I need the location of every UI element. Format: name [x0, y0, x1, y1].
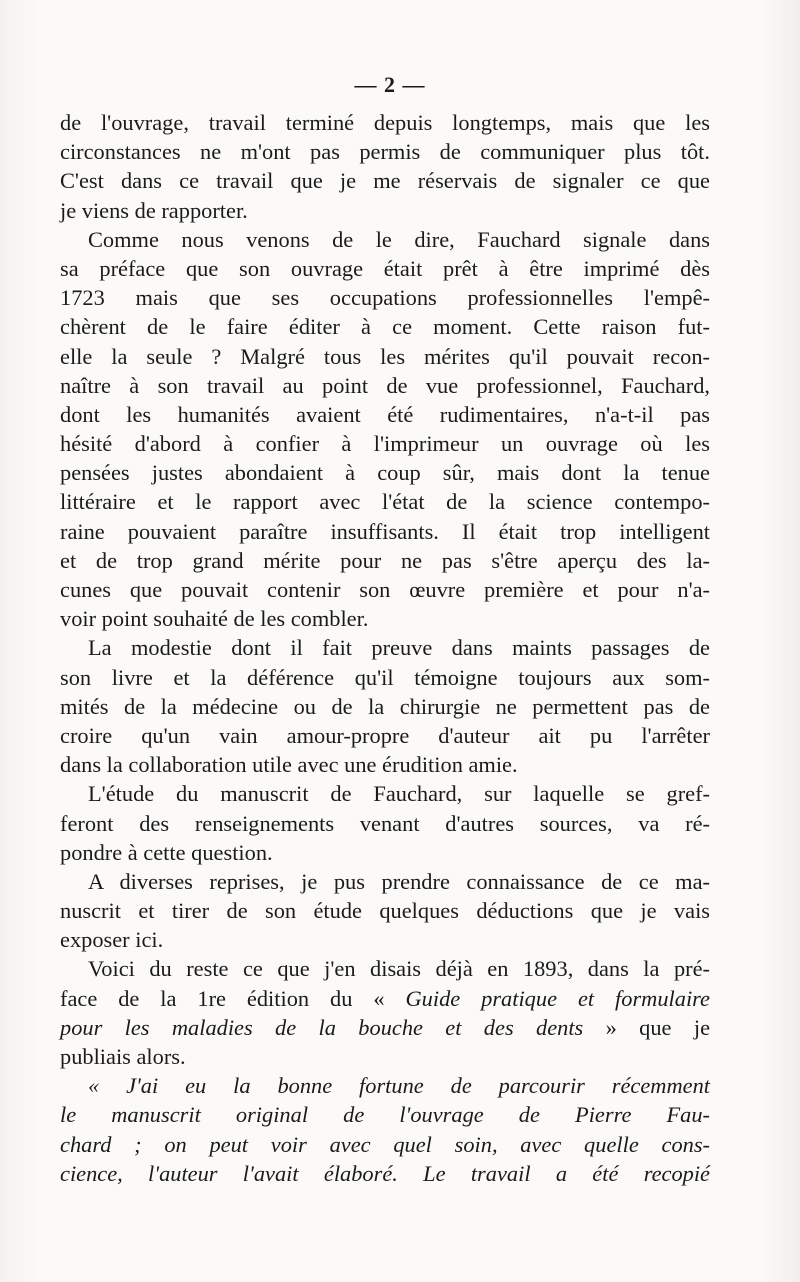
- text-line: Voici du reste ce que j'en disais déjà en 1893, dans la pré-: [88, 956, 710, 982]
- text-line: cience, l'auteur l'avait élaboré. Le travail a été recopié: [60, 1160, 710, 1186]
- text-line: feront des renseignements venant d'autres sources, va ré-: [60, 810, 710, 836]
- text-line: exposer ici.: [60, 927, 164, 953]
- text-line: croire qu'un vain amour-propre d'auteur ait pu l'arrêter: [60, 722, 710, 748]
- text-line: elle la seule ? Malgré tous les mérites qu'il pouvait recon-: [60, 343, 710, 369]
- text-line: pondre à cette question.: [60, 839, 273, 865]
- text-line: littéraire et le rapport avec l'état de la science contempo-: [60, 489, 710, 515]
- text-line: dont les humanités avaient été rudimentaires, n'a-t-il pas: [60, 401, 710, 427]
- text-line: « J'ai eu la bonne fortune de parcourir récemment: [88, 1073, 710, 1099]
- text-line: hésité d'abord à confier à l'imprimeur un ouvrage où les: [60, 431, 710, 457]
- text-line: et de trop grand mérite pour ne pas s'être aperçu des la-: [60, 547, 710, 573]
- text-line: de l'ouvrage, travail terminé depuis longtemps, mais que les: [60, 110, 710, 135]
- text-line: Comme nous venons de le dire, Fauchard signale dans: [88, 226, 710, 252]
- text-line: son livre et la déférence qu'il témoigne toujours aux som-: [60, 664, 710, 690]
- text-line: C'est dans ce travail que je me réservais de signaler ce que: [60, 168, 710, 194]
- text-line: dans la collaboration utile avec une érudition amie.: [60, 752, 518, 778]
- text-line: pensées justes abondaient à coup sûr, mais dont la tenue: [60, 460, 710, 486]
- page-number: — 2 —: [354, 72, 426, 97]
- text-line: le manuscrit original de l'ouvrage de Pierre Fau-: [60, 1102, 710, 1128]
- text-line: nuscrit et tirer de son étude quelques déductions que je vais: [60, 898, 710, 924]
- text-line: La modestie dont il fait preuve dans maints passages de: [88, 635, 710, 661]
- text-line: publiais alors.: [60, 1044, 186, 1069]
- text-line: pour les maladies de la bouche et des dents » que je: [60, 1014, 711, 1040]
- text-line: face de la 1re édition du « Guide pratique et formulaire: [60, 985, 710, 1011]
- text-line: chèrent de le faire éditer à ce moment. Cette raison fut-: [60, 314, 710, 340]
- body-text: [60, 108, 710, 1188]
- text-line: cunes que pouvait contenir son œuvre première et pour n'a-: [60, 577, 710, 602]
- text-line: sa préface que son ouvrage était prêt à être imprimé dès: [60, 255, 710, 281]
- text-line: circonstances ne m'ont pas permis de communiquer plus tôt.: [60, 139, 710, 165]
- text-line: 1723 mais que ses occupations professionnelles l'empê-: [60, 285, 710, 311]
- text-line: A diverses reprises, je pus prendre connaissance de ce ma-: [88, 868, 710, 894]
- text-line: naître à son travail au point de vue professionnel, Fauchard,: [60, 372, 710, 398]
- text-line: raine pouvaient paraître insuffisants. Il était trop intelligent: [60, 518, 710, 544]
- text-line: mités de la médecine ou de la chirurgie ne permettent pas de: [60, 693, 710, 719]
- text-line: voir point souhaité de les combler.: [60, 606, 369, 632]
- text-line: L'étude du manuscrit de Fauchard, sur laquelle se gref-: [88, 781, 710, 807]
- text-line: je viens de rapporter.: [60, 197, 248, 223]
- text-line: chard ; on peut voir avec quel soin, avec quelle cons-: [60, 1131, 710, 1157]
